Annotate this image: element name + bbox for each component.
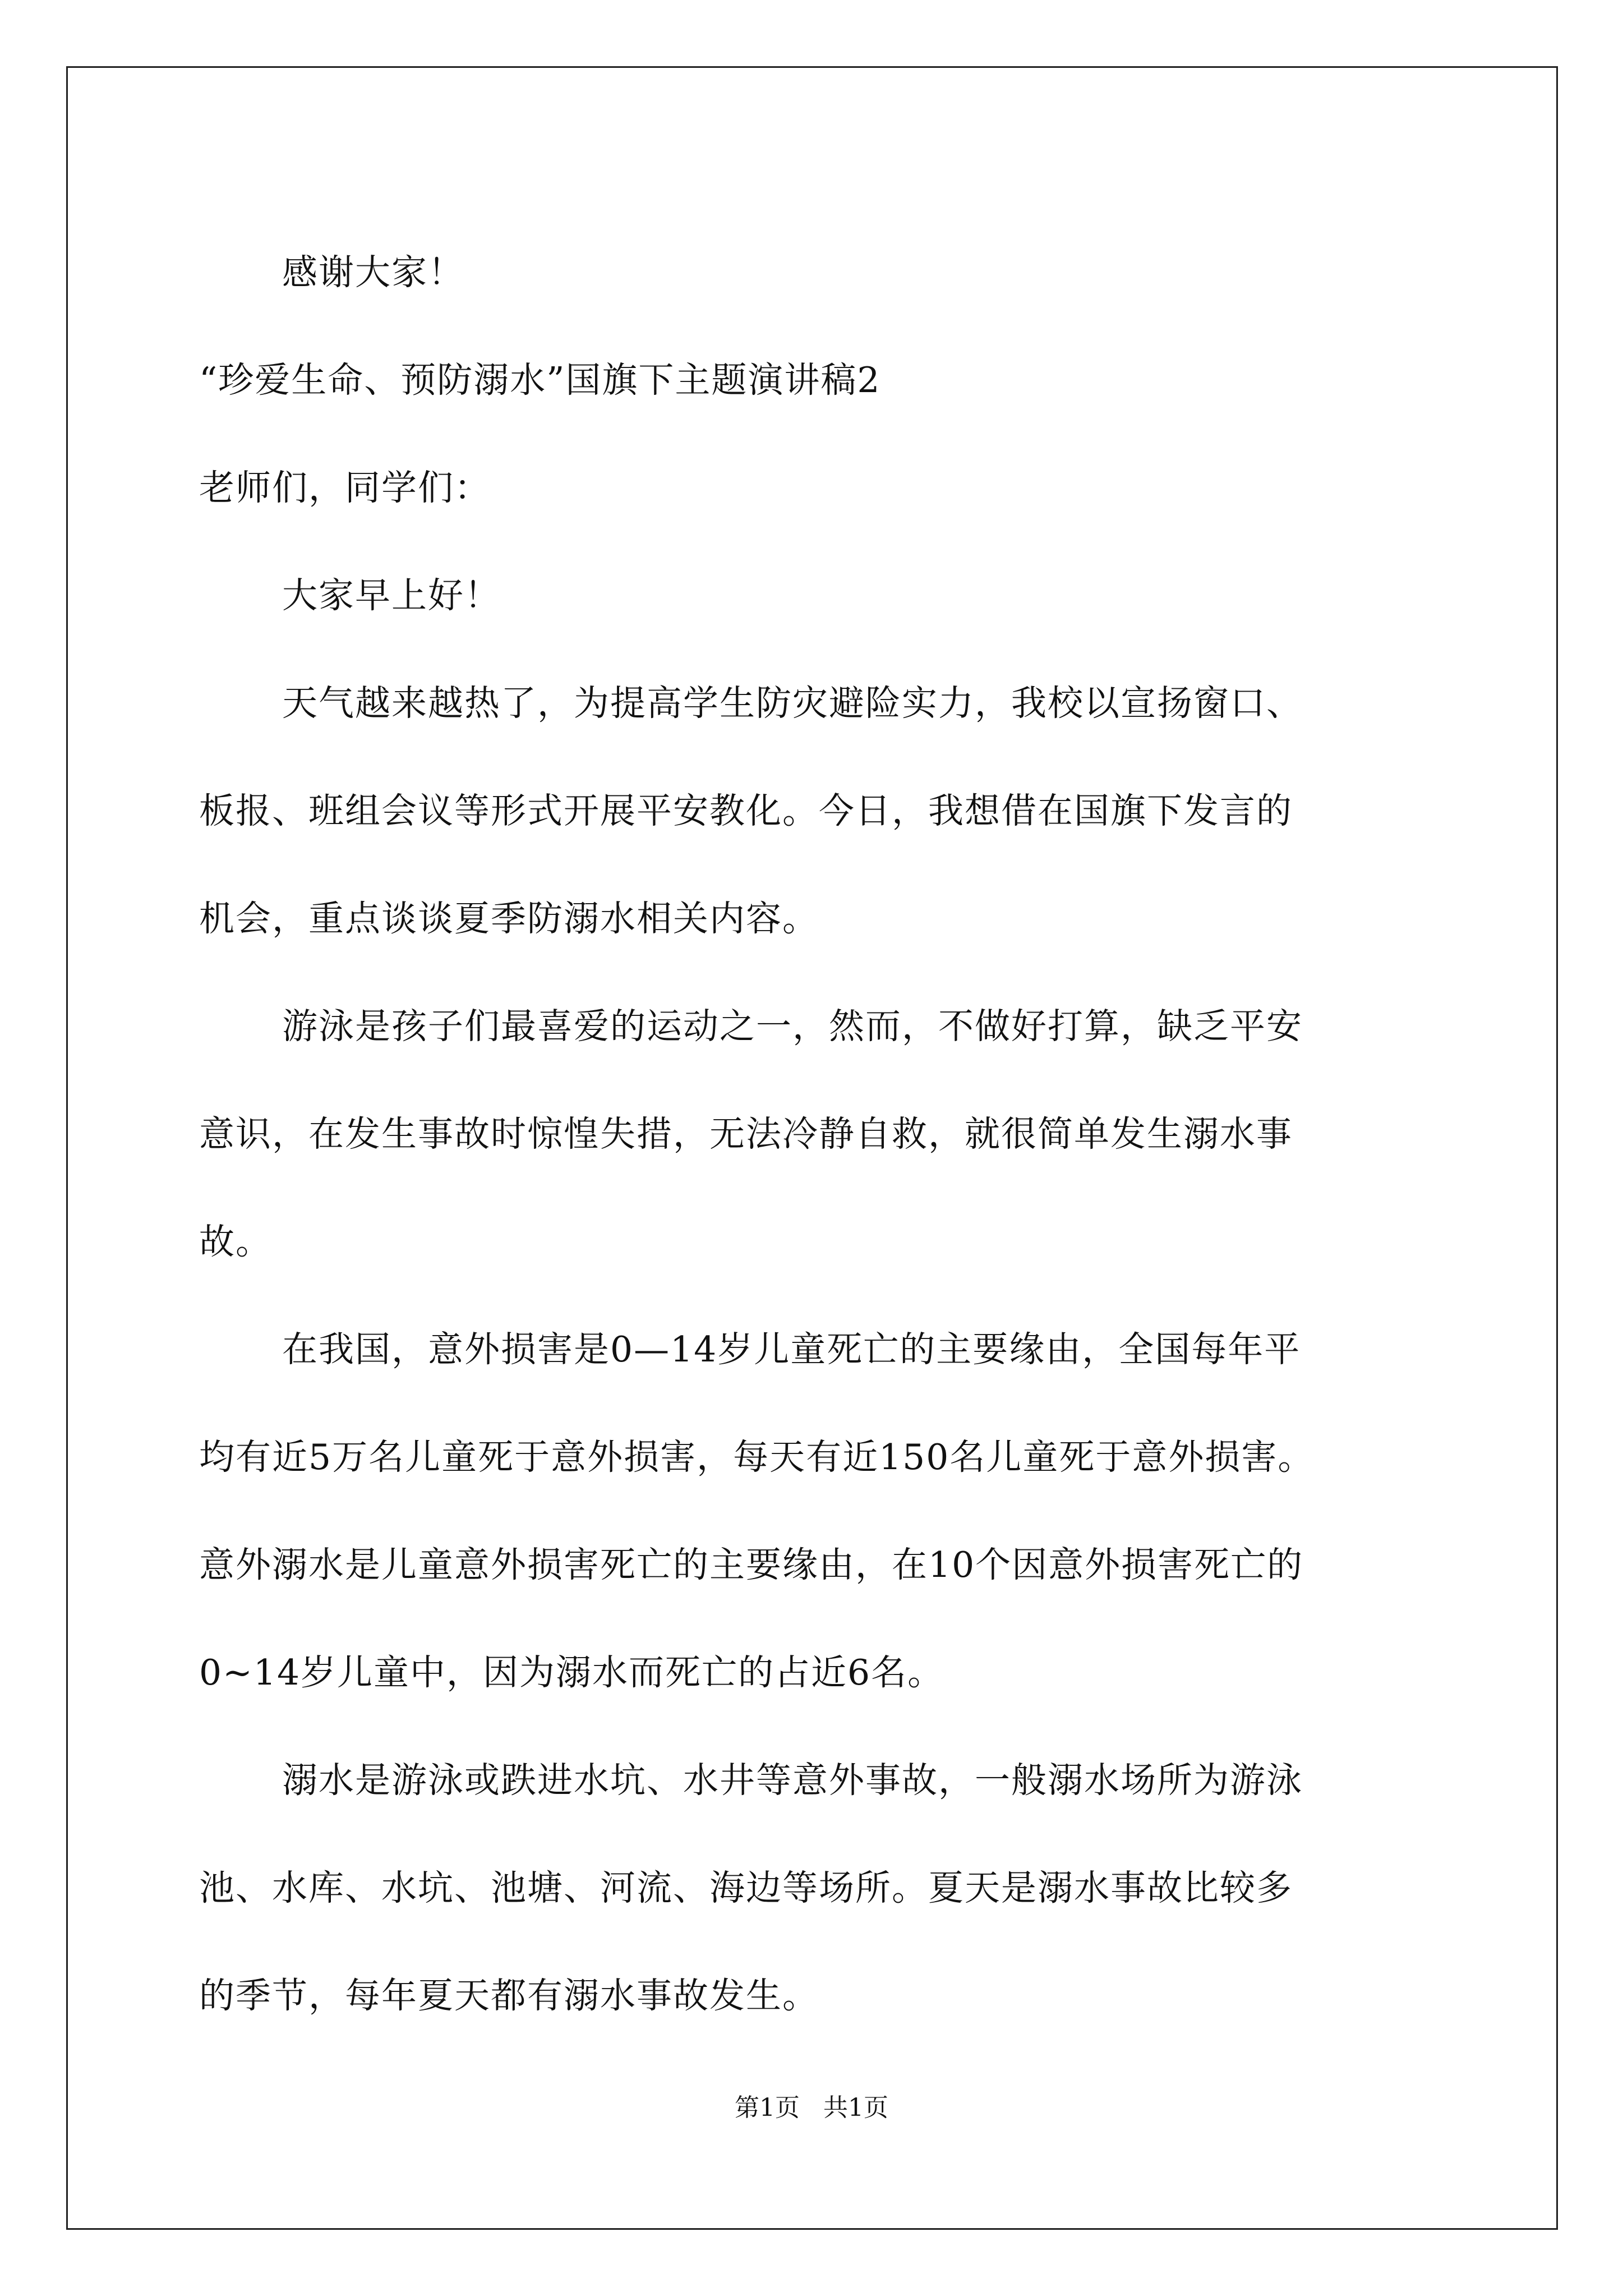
greeting: 大家早上好！ bbox=[282, 575, 501, 616]
speech-title: “珍爱生命、预防溺水”国旗下主题演讲稿2 bbox=[199, 360, 881, 401]
paragraph-line: 0~14岁儿童中，因为溺水而死亡的占近6名。 bbox=[199, 1652, 944, 1693]
paragraph-line: 溺水是游泳或跌进水坑、水井等意外事故，一般溺水场所为游泳 bbox=[282, 1760, 1303, 1801]
paragraph-line: 在我国，意外损害是0—14岁儿童死亡的主要缘由，全国每年平 bbox=[282, 1329, 1301, 1370]
salutation: 老师们，同学们： bbox=[199, 467, 491, 508]
paragraph-line: 机会，重点谈谈夏季防溺水相关内容。 bbox=[199, 898, 819, 939]
closing-thanks: 感谢大家！ bbox=[282, 252, 464, 293]
paragraph-line: 故。 bbox=[199, 1221, 272, 1262]
paragraph-line: 意识，在发生事故时惊惶失措，无法冷静自救，就很简单发生溺水事 bbox=[199, 1114, 1293, 1154]
paragraph-line: 的季节，每年夏天都有溺水事故发生。 bbox=[199, 1975, 819, 2016]
paragraph-line: 天气越来越热了，为提高学生防灾避险实力，我校以宣扬窗口、 bbox=[282, 683, 1303, 724]
paragraph-line: 意外溺水是儿童意外损害死亡的主要缘由，在10个因意外损害死亡的 bbox=[199, 1544, 1304, 1585]
document-body bbox=[199, 219, 1433, 2050]
paragraph-line: 均有近5万名儿童死于意外损害，每天有近150名儿童死于意外损害。 bbox=[199, 1437, 1315, 1478]
page-number-footer: 第1页 共1页 bbox=[735, 2093, 888, 2122]
paragraph-line: 游泳是孩子们最喜爱的运动之一，然而，不做好打算，缺乏平安 bbox=[282, 1006, 1303, 1047]
paragraph-line: 板报、班组会议等形式开展平安教化。今日，我想借在国旗下发言的 bbox=[199, 790, 1293, 831]
paragraph-line: 池、水库、水坑、池塘、河流、海边等场所。夏天是溺水事故比较多 bbox=[199, 1867, 1293, 1908]
